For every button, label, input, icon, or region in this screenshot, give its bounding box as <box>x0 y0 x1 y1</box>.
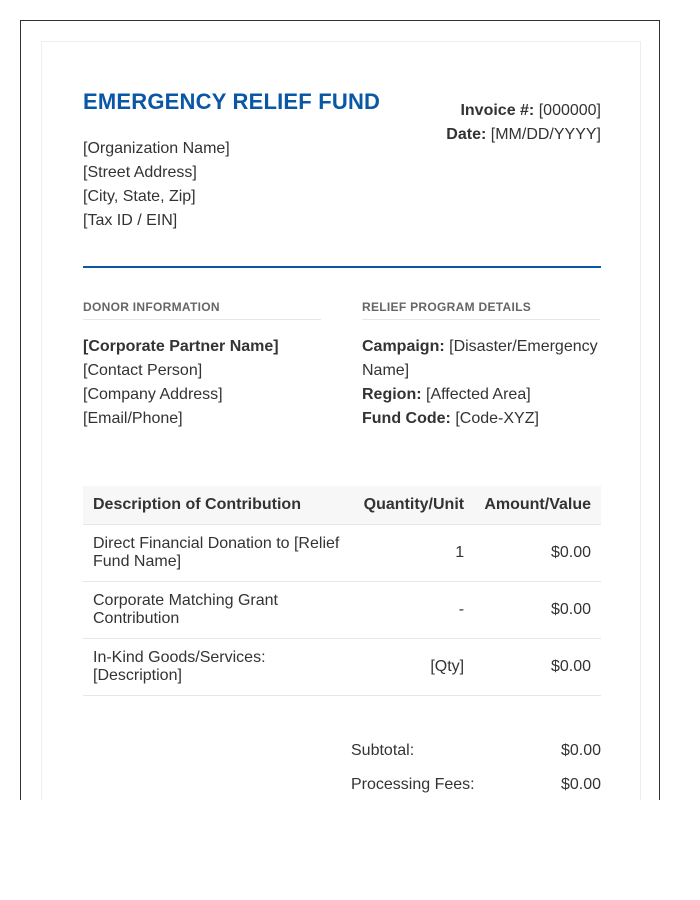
table-row <box>83 582 601 639</box>
program-details <box>362 335 600 431</box>
invoice-number-line <box>446 99 601 123</box>
invoice-number-label: Invoice #: <box>460 102 535 119</box>
campaign-label: Campaign: <box>362 338 445 355</box>
processing-fees-label: Processing Fees: <box>351 776 475 793</box>
document-frame <box>20 20 660 800</box>
region-value: [Affected Area] <box>426 386 531 403</box>
subtotal-row <box>351 739 601 773</box>
header-divider <box>83 266 601 268</box>
row-quantity: - <box>353 582 474 639</box>
table-header-row <box>83 486 601 525</box>
table-row <box>83 525 601 582</box>
subtotal-label: Subtotal: <box>351 742 415 759</box>
city-state-zip: [City, State, Zip] <box>83 188 196 205</box>
row-quantity: 1 <box>353 525 474 582</box>
donor-details <box>83 335 321 431</box>
donor-name: [Corporate Partner Name] <box>83 338 279 355</box>
column-header-description: Description of Contribution <box>83 486 353 525</box>
column-header-amount: Amount/Value <box>474 486 601 525</box>
processing-fees-value: $0.00 <box>560 776 601 793</box>
program-heading: RELIEF PROGRAM DETAILS <box>362 300 600 320</box>
organization-block <box>83 137 230 233</box>
row-description: In-Kind Goods/Services: [Description] <box>83 639 353 696</box>
fund-code-label: Fund Code: <box>362 410 451 427</box>
row-description: Direct Financial Donation to [Relief Fund Name] <box>83 525 353 582</box>
table-row <box>83 639 601 696</box>
region-line <box>362 383 600 407</box>
invoice-number-value: [000000] <box>538 102 601 119</box>
fund-code-line <box>362 407 600 431</box>
column-header-quantity: Quantity/Unit <box>353 486 474 525</box>
invoice-meta <box>446 99 601 147</box>
tax-id: [Tax ID / EIN] <box>83 212 178 229</box>
relief-program-details <box>362 300 600 431</box>
campaign-value: [Disaster/Emergency Name] <box>362 338 598 379</box>
fund-code-value: [Code-XYZ] <box>455 410 539 427</box>
row-amount: $0.00 <box>474 639 601 696</box>
processing-fees-row <box>351 773 601 800</box>
region-label: Region: <box>362 386 422 403</box>
row-description: Corporate Matching Grant Contribution <box>83 582 353 639</box>
street-address: [Street Address] <box>83 164 197 181</box>
donor-heading: DONOR INFORMATION <box>83 300 321 320</box>
subtotal-value: $0.00 <box>560 742 601 759</box>
organization-name: [Organization Name] <box>83 140 230 157</box>
campaign-line <box>362 335 600 383</box>
invoice-date-value: [MM/DD/YYYY] <box>490 126 601 143</box>
row-quantity: [Qty] <box>353 639 474 696</box>
invoice-date-label: Date: <box>446 126 487 143</box>
invoice-page <box>41 41 641 800</box>
invoice-date-line <box>446 123 601 147</box>
donor-address: [Company Address] <box>83 386 223 403</box>
row-amount: $0.00 <box>474 582 601 639</box>
row-amount: $0.00 <box>474 525 601 582</box>
donor-contact: [Contact Person] <box>83 362 203 379</box>
contributions-table <box>83 486 601 696</box>
donor-email-phone: [Email/Phone] <box>83 410 183 427</box>
donor-information <box>83 300 321 431</box>
totals-block <box>351 739 601 800</box>
document-title: EMERGENCY RELIEF FUND <box>83 89 381 114</box>
